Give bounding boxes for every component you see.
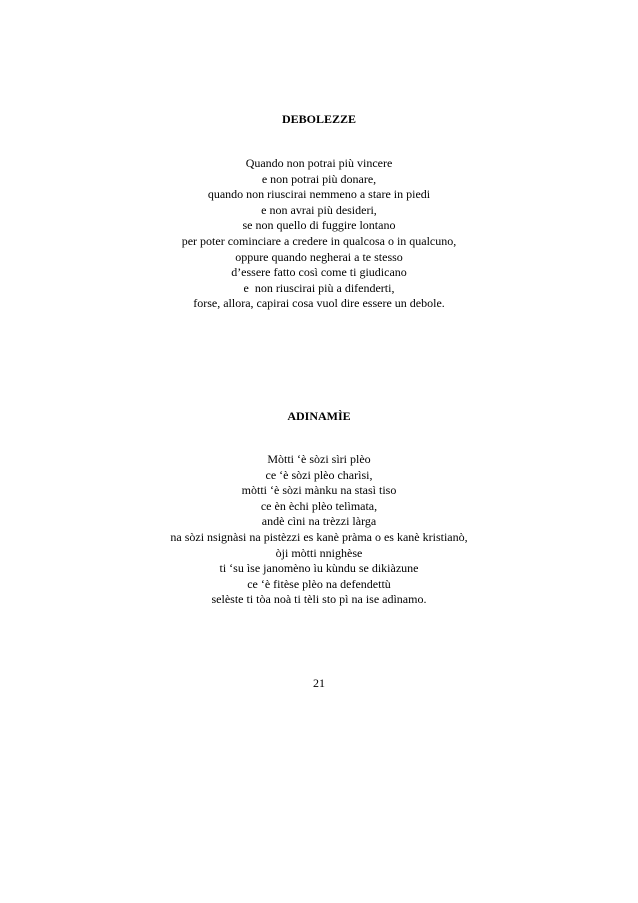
poem-line: selèste ti tòa noà ti tèli sto pì na ise adìnamo. (211, 592, 427, 607)
poem-line: se non quello di fuggire lontano (242, 218, 396, 233)
poem-line: d’essere fatto così come ti giudicano (231, 265, 407, 280)
poem-line: forse, allora, capirai cosa vuol dire essere un debole. (193, 296, 445, 311)
poem-line: ti ‘su ìse janomèno ìu kùndu se dikiàzune (219, 561, 419, 576)
poem-line: Quando non potrai più vincere (245, 156, 393, 170)
poem-title-adinamie: ADINAMÌE (287, 409, 351, 423)
page-number: 21 (313, 676, 325, 690)
poem-line: ce ‘è fitèse plèo na defendettù (247, 576, 391, 591)
poem-line: mòtti ‘è sòzi mànku na stasì tiso (241, 483, 397, 498)
poem-body-debolezze (0, 156, 638, 312)
poem-line: oppure quando negherai a te stesso (235, 249, 403, 264)
poem-line: andè cìni na trèzzi làrga (261, 514, 377, 529)
poem-line: e non riuscirai più a difenderti, (243, 280, 395, 295)
poem-body-adinamie (0, 452, 638, 608)
poem-line: Mòtti ‘è sòzi sìri plèo (267, 452, 371, 466)
poem-line: ce ‘è sòzi plèo charìsi, (265, 467, 373, 482)
poem-line: e non avrai più desideri, (261, 202, 377, 217)
poem-line: ce èn èchi plèo telìmata, (260, 498, 378, 513)
poem-line: e non potrai più donare, (261, 171, 377, 186)
poem-line: quando non riuscirai nemmeno a stare in piedi (207, 187, 431, 202)
poem-line: na sòzi nsignàsi na pistèzzi es kanè pràma o es kanè kristianò, (170, 529, 468, 544)
poem-title-debolezze: DEBOLEZZE (281, 112, 357, 126)
poem-line: per poter cominciare a credere in qualcosa o in qualcuno, (181, 233, 457, 248)
poem-line: òji mòtti nnighèse (275, 545, 363, 560)
